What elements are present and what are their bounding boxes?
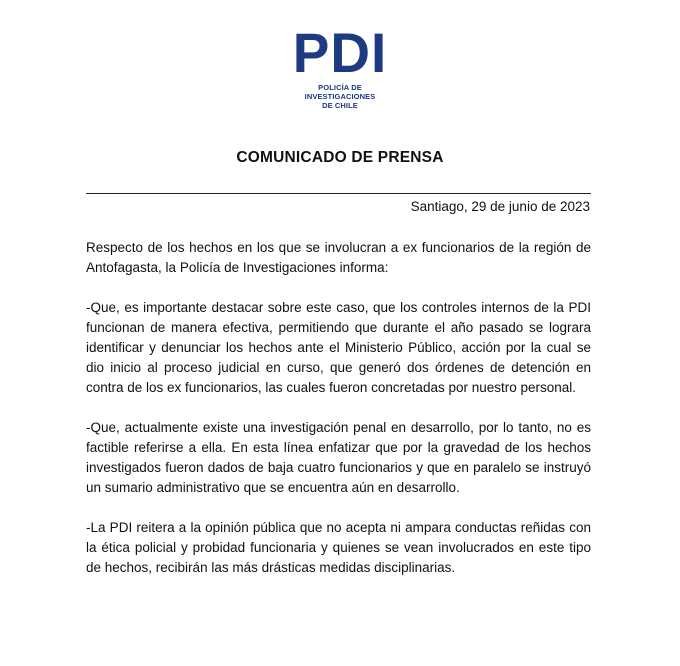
logo-mark: PDI <box>292 21 388 84</box>
divider-line <box>86 193 591 194</box>
logo-subtitle-line1: POLICÍA DE INVESTIGACIONES <box>304 83 376 101</box>
paragraph-internal-controls: -Que, es importante destacar sobre este caso, que los controles internos de la PDI funcionan de manera efectiva, permitiendo que durante el año pasado se lograra identificar y denunciar los hechos ante el Ministerio Público, acción por la cual se dio inicio al proceso judicial en curso, que generó dos órdenes de detención en contra de los ex funcionarios, las cuales fueron concretadas por nuestro personal. <box>86 300 591 395</box>
pdi-logo <box>285 21 395 110</box>
paragraph-intro: Respecto de los hechos en los que se involucran a ex funcionarios de la región de Antofagasta, la Policía de Investigaciones informa: <box>86 240 591 275</box>
document-date: Santiago, 29 de junio de 2023 <box>410 199 590 214</box>
document-body <box>86 238 591 598</box>
logo-subtitle <box>285 83 395 110</box>
logo-subtitle-line2: DE CHILE <box>322 101 358 110</box>
paragraph-statement: -La PDI reitera a la opinión pública que no acepta ni ampara conductas reñidas con la ética policial y probidad funcionaria y quienes se vean involucrados en este tipo de hechos, recibirán las más drásticas medidas disciplinarias. <box>86 520 591 575</box>
document-title: COMUNICADO DE PRENSA <box>236 149 444 166</box>
paragraph-investigation: -Que, actualmente existe una investigación penal en desarrollo, por lo tanto, no es factible referirse a ella. En esta línea enfatizar que por la gravedad de los hechos investigados fueron dados de baja cuatro funcionarios y que en paralelo se instruyó un sumario administrativo que se encuentra aún en desarrollo. <box>86 420 591 495</box>
